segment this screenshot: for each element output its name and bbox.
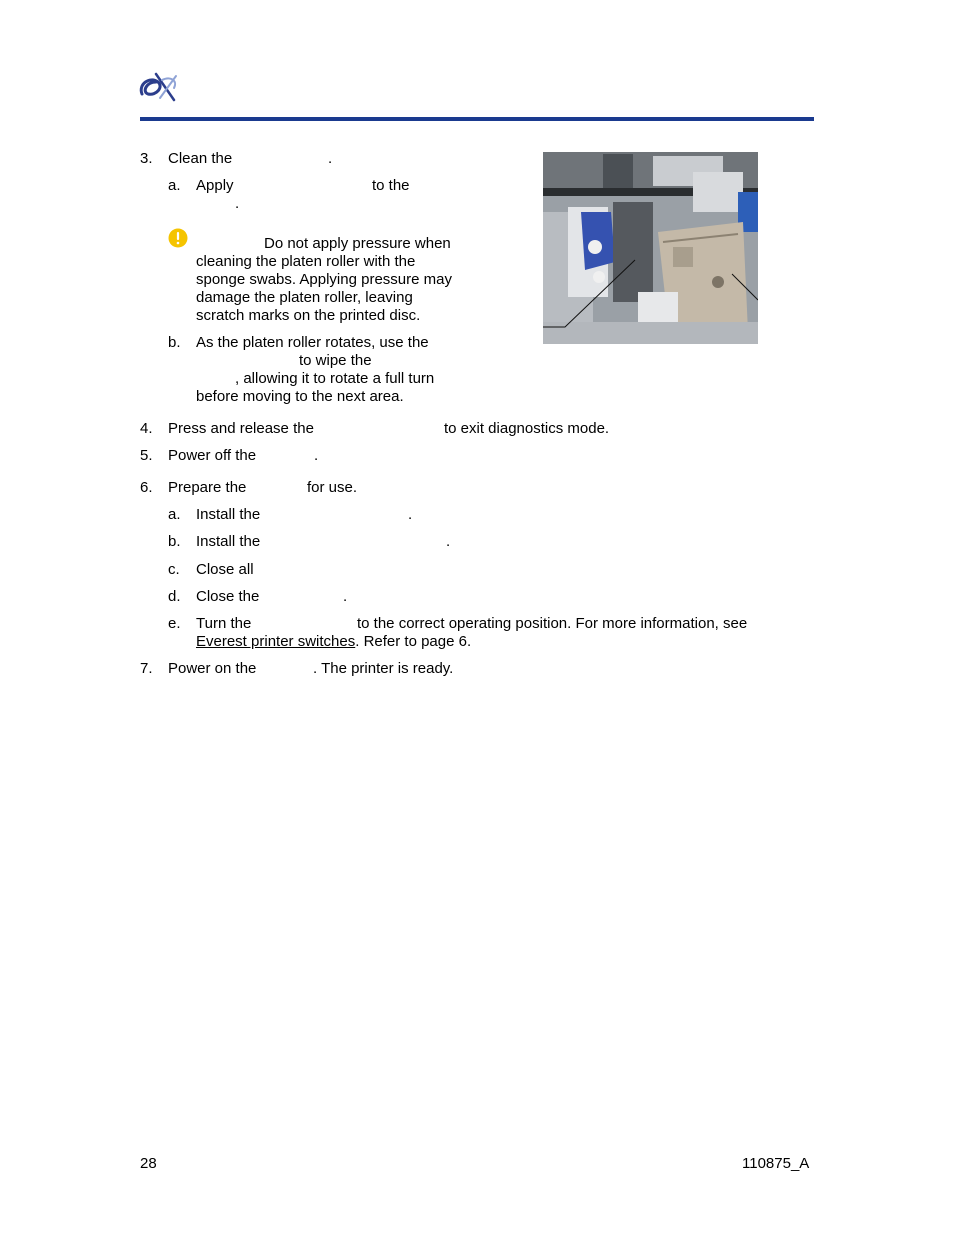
step-7-text: Power on the <box>168 660 257 677</box>
step-4-number: 4. <box>140 420 153 437</box>
step-6d-text: Close the <box>196 588 260 605</box>
caution-line-3: sponge swabs. Applying pressure may <box>196 271 452 288</box>
step-4-text: Press and release the <box>168 420 314 437</box>
step-3b-line-1: As the platen roller rotates, use the <box>196 334 429 351</box>
step-6d-period: . <box>343 588 348 605</box>
step-7-text-2: . The printer is ready. <box>313 660 454 677</box>
caution-line-2: cleaning the platen roller with the <box>196 253 416 270</box>
step-6-number: 6. <box>140 479 153 496</box>
step-6a-text: Install the <box>196 506 261 523</box>
caution-line-4: damage the platen roller, leaving <box>196 289 413 306</box>
step-5-period: . <box>314 447 319 464</box>
step-3a-text-2: to the <box>372 177 410 194</box>
step-3-text: Clean the <box>168 150 233 167</box>
step-6b-period: . <box>446 533 451 550</box>
caution-line-1: Do not apply pressure when <box>264 235 451 252</box>
step-3a-letter: a. <box>168 177 181 194</box>
step-3-period: . <box>328 150 333 167</box>
step-6b-text: Install the <box>196 533 261 550</box>
step-6c-text: Close all <box>196 561 254 578</box>
step-3b-line-4: before moving to the next area. <box>196 388 404 405</box>
step-5-number: 5. <box>140 447 153 464</box>
step-3b-letter: b. <box>168 334 181 351</box>
caution-line-5: scratch marks on the printed disc. <box>196 307 421 324</box>
step-7-number: 7. <box>140 660 153 677</box>
company-logo-icon <box>136 70 182 102</box>
step-3b-line-2: to wipe the <box>299 352 372 369</box>
step-6e-text-2: to the correct operating position. For more information, see <box>357 615 748 632</box>
step-6a-period: . <box>408 506 413 523</box>
step-6-text-2: for use. <box>307 479 358 496</box>
caution-icon <box>168 228 188 248</box>
everest-printer-switches-link[interactable]: Everest printer switches <box>196 633 356 650</box>
step-3b-line-3: , allowing it to rotate a full turn <box>235 370 435 387</box>
step-6a-letter: a. <box>168 506 181 523</box>
step-3a-period: . <box>235 195 240 212</box>
step-6e-refer-text: . Refer to page 6. <box>355 633 472 650</box>
step-4-text-2: to exit diagnostics mode. <box>444 420 610 437</box>
step-6c-letter: c. <box>168 561 180 578</box>
header-rule <box>140 117 814 121</box>
printer-platen-roller-photo <box>543 152 758 344</box>
step-6e-text: Turn the <box>196 615 252 632</box>
step-6e-line-2 <box>196 633 471 651</box>
step-6b-letter: b. <box>168 533 181 550</box>
step-3-number: 3. <box>140 150 153 167</box>
step-5-text: Power off the <box>168 447 257 464</box>
page-number: 28 <box>140 1155 157 1172</box>
document-number: 110875_A <box>742 1155 810 1172</box>
step-6d-letter: d. <box>168 588 181 605</box>
step-6e-letter: e. <box>168 615 181 632</box>
step-3a-text: Apply <box>196 177 234 194</box>
step-6-text: Prepare the <box>168 479 247 496</box>
